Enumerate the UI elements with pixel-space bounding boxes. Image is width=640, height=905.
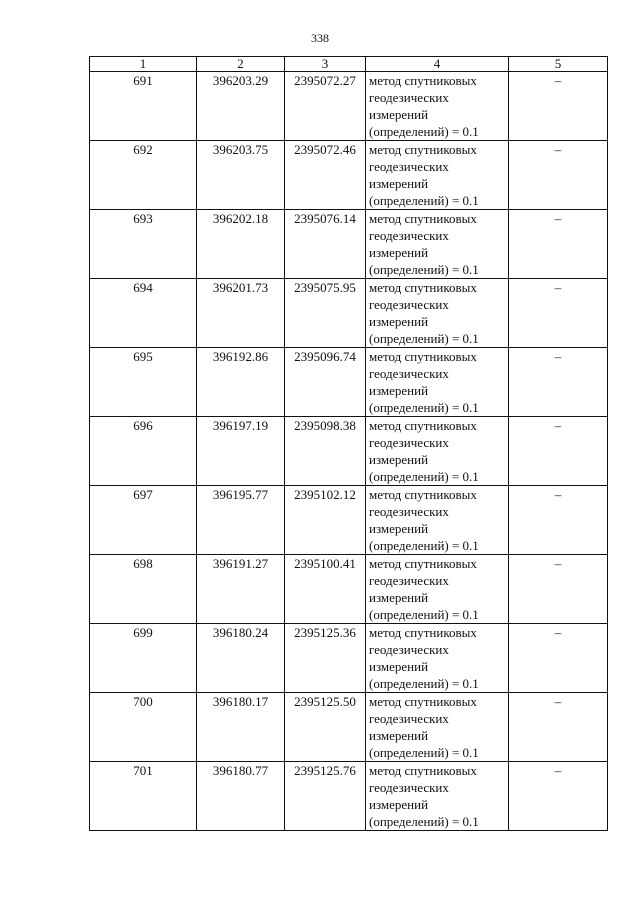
method-line: метод спутниковых: [369, 763, 477, 778]
table-row: [90, 210, 608, 279]
column-header-5: 5: [509, 57, 608, 72]
point-number-cell: 701: [90, 762, 197, 831]
point-number-cell: 691: [90, 72, 197, 141]
method-line: измерений: [369, 314, 429, 329]
method-line: (определений) = 0.1: [369, 124, 479, 139]
point-number-cell: 699: [90, 624, 197, 693]
column-header-4: 4: [366, 57, 509, 72]
x-coordinate-cell: 396180.77: [197, 762, 285, 831]
y-coordinate-cell: 2395075.95: [285, 279, 366, 348]
x-coordinate-cell: 396191.27: [197, 555, 285, 624]
method-cell: [366, 417, 509, 486]
method-line: измерений: [369, 452, 429, 467]
method-line: измерений: [369, 383, 429, 398]
method-line: (определений) = 0.1: [369, 469, 479, 484]
method-line: геодезических: [369, 297, 449, 312]
method-line: геодезических: [369, 228, 449, 243]
method-line: геодезических: [369, 435, 449, 450]
method-line: (определений) = 0.1: [369, 331, 479, 346]
x-coordinate-cell: 396195.77: [197, 486, 285, 555]
method-cell: [366, 486, 509, 555]
method-line: измерений: [369, 245, 429, 260]
column-header-1: 1: [90, 57, 197, 72]
table-body: [90, 72, 608, 831]
table-row: [90, 555, 608, 624]
method-cell: [366, 279, 509, 348]
x-coordinate-cell: 396197.19: [197, 417, 285, 486]
method-line: измерений: [369, 728, 429, 743]
method-line: (определений) = 0.1: [369, 400, 479, 415]
method-line: (определений) = 0.1: [369, 262, 479, 277]
note-cell: –: [509, 279, 608, 348]
method-line: метод спутниковых: [369, 556, 477, 571]
note-cell: –: [509, 72, 608, 141]
method-cell: [366, 348, 509, 417]
method-line: (определений) = 0.1: [369, 745, 479, 760]
method-cell: [366, 72, 509, 141]
method-cell: [366, 693, 509, 762]
y-coordinate-cell: 2395102.12: [285, 486, 366, 555]
table-row: [90, 624, 608, 693]
method-line: метод спутниковых: [369, 418, 477, 433]
x-coordinate-cell: 396180.17: [197, 693, 285, 762]
table-row: [90, 417, 608, 486]
point-number-cell: 697: [90, 486, 197, 555]
method-line: метод спутниковых: [369, 142, 477, 157]
method-line: геодезических: [369, 504, 449, 519]
note-cell: –: [509, 348, 608, 417]
method-line: геодезических: [369, 366, 449, 381]
note-cell: –: [509, 417, 608, 486]
table-header: [90, 57, 608, 72]
method-line: геодезических: [369, 780, 449, 795]
method-line: метод спутниковых: [369, 694, 477, 709]
table-row: [90, 72, 608, 141]
note-cell: –: [509, 210, 608, 279]
y-coordinate-cell: 2395125.36: [285, 624, 366, 693]
method-cell: [366, 210, 509, 279]
method-line: (определений) = 0.1: [369, 676, 479, 691]
method-line: метод спутниковых: [369, 280, 477, 295]
point-number-cell: 694: [90, 279, 197, 348]
method-line: (определений) = 0.1: [369, 607, 479, 622]
method-line: (определений) = 0.1: [369, 538, 479, 553]
method-line: измерений: [369, 590, 429, 605]
y-coordinate-cell: 2395076.14: [285, 210, 366, 279]
method-line: (определений) = 0.1: [369, 193, 479, 208]
method-line: измерений: [369, 521, 429, 536]
point-number-cell: 692: [90, 141, 197, 210]
note-cell: –: [509, 486, 608, 555]
x-coordinate-cell: 396201.73: [197, 279, 285, 348]
method-line: измерений: [369, 797, 429, 812]
method-line: метод спутниковых: [369, 211, 477, 226]
x-coordinate-cell: 396203.75: [197, 141, 285, 210]
note-cell: –: [509, 693, 608, 762]
point-number-cell: 700: [90, 693, 197, 762]
method-line: (определений) = 0.1: [369, 814, 479, 829]
coordinates-table: [89, 56, 608, 831]
y-coordinate-cell: 2395125.50: [285, 693, 366, 762]
header-row: [90, 57, 608, 72]
method-line: геодезических: [369, 90, 449, 105]
y-coordinate-cell: 2395072.27: [285, 72, 366, 141]
point-number-cell: 695: [90, 348, 197, 417]
table-row: [90, 279, 608, 348]
x-coordinate-cell: 396192.86: [197, 348, 285, 417]
note-cell: –: [509, 555, 608, 624]
method-line: геодезических: [369, 159, 449, 174]
method-line: измерений: [369, 176, 429, 191]
point-number-cell: 698: [90, 555, 197, 624]
point-number-cell: 696: [90, 417, 197, 486]
y-coordinate-cell: 2395072.46: [285, 141, 366, 210]
table-row: [90, 486, 608, 555]
method-line: метод спутниковых: [369, 73, 477, 88]
table-row: [90, 693, 608, 762]
table-row: [90, 762, 608, 831]
note-cell: –: [509, 624, 608, 693]
table-row: [90, 348, 608, 417]
point-number-cell: 693: [90, 210, 197, 279]
method-line: измерений: [369, 659, 429, 674]
page-number: 338: [311, 31, 329, 45]
method-cell: [366, 141, 509, 210]
y-coordinate-cell: 2395096.74: [285, 348, 366, 417]
note-cell: –: [509, 141, 608, 210]
method-line: геодезических: [369, 711, 449, 726]
method-line: метод спутниковых: [369, 487, 477, 502]
x-coordinate-cell: 396202.18: [197, 210, 285, 279]
method-line: измерений: [369, 107, 429, 122]
method-cell: [366, 762, 509, 831]
note-cell: –: [509, 762, 608, 831]
y-coordinate-cell: 2395100.41: [285, 555, 366, 624]
y-coordinate-cell: 2395098.38: [285, 417, 366, 486]
method-line: геодезических: [369, 642, 449, 657]
method-line: метод спутниковых: [369, 625, 477, 640]
column-header-2: 2: [197, 57, 285, 72]
x-coordinate-cell: 396180.24: [197, 624, 285, 693]
column-header-3: 3: [285, 57, 366, 72]
method-cell: [366, 555, 509, 624]
table-row: [90, 141, 608, 210]
method-line: геодезических: [369, 573, 449, 588]
y-coordinate-cell: 2395125.76: [285, 762, 366, 831]
method-cell: [366, 624, 509, 693]
x-coordinate-cell: 396203.29: [197, 72, 285, 141]
method-line: метод спутниковых: [369, 349, 477, 364]
